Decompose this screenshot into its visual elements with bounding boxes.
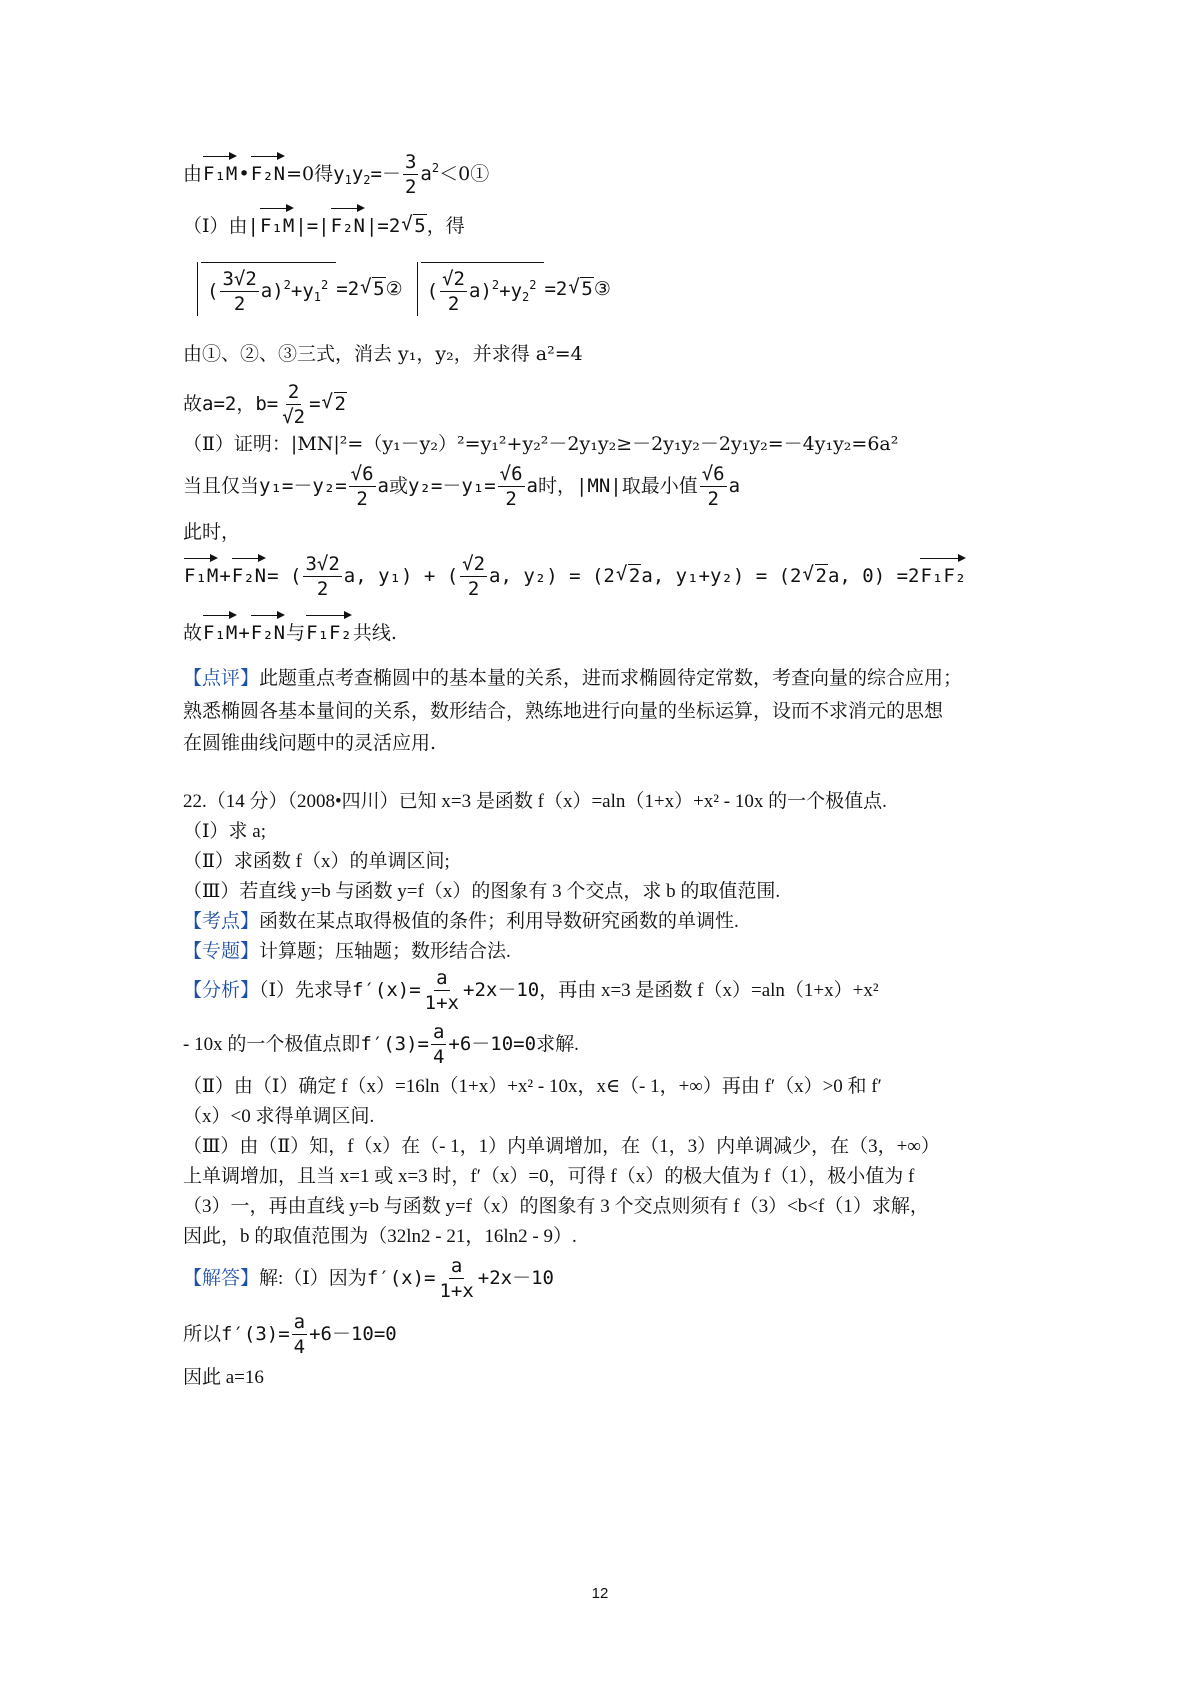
text: 由 [183, 163, 203, 185]
q22-jieda-1: 【解答】解:（Ⅰ）因为f′(x)= $\frac{a}{1+x}$ +2x－10 [183, 1255, 554, 1302]
q22-fenxi-6: 上单调增加，且当 x=1 或 x=3 时，f′（x）=0，可得 f（x）的极大值为 f（1），极小值为 f [183, 1166, 915, 1187]
vector-f1m: F₁M [260, 205, 294, 240]
q22-fenxi-1: 【分析】（Ⅰ）先求导f′(x)= $\frac{a}{1+x}$ +2x－10，再由 x=3 是函数 f（x）=aln（1+x）+x² [183, 967, 879, 1014]
vector-f2n: F₂N [232, 555, 266, 590]
vector-f2n: F₂N [331, 205, 365, 240]
jieda-tag: 【解答】 [183, 1268, 260, 1289]
q22-part-2: （Ⅱ）求函数 f（x）的单调区间; [183, 851, 450, 872]
text: ＜0① [439, 163, 490, 185]
text: a [420, 163, 432, 185]
q22-fenxi-4: （x）<0 求得单调区间. [183, 1106, 375, 1127]
fenxi-tag: 【分析】 [183, 980, 260, 1001]
eq-line-10: 故F₁M+F₂N与F₁F₂共线. [183, 612, 397, 647]
q22-fenxi-2: - 10x 的一个极值点即f′(3)= $\frac{a}{4}$ +6－10=0求解. [183, 1021, 579, 1068]
q22-fenxi-7: （3）一，再由直线 y=b 与函数 y=f（x）的图象有 3 个交点则须有 f（3）<b<f（1）求解， [183, 1196, 929, 1217]
sqrt: √ 5 [401, 212, 426, 240]
text: （Ⅰ）由 [183, 215, 248, 237]
text-line-8: 此时， [183, 521, 241, 543]
big-sqrt-2: ( $\frac{√2}{2}$ $a)^2+y_2^2$ [403, 262, 545, 316]
eq-line-7: 当且仅当y₁=－y₂= $\frac{√6}{2}$ a或y₂=－y₁= $\frac{√6}{2}$ a时，|MN|取最小值 $\frac{√6}{2}$ a [183, 463, 741, 510]
vector-f2n: F₂N [251, 612, 285, 647]
fraction: $\frac{3}{2}$ [404, 151, 417, 198]
q22-zhuanti: 【专题】计算题；压轴题；数形结合法. [183, 941, 511, 962]
text: ，得 [426, 215, 465, 237]
vector-f2n: F₂N [251, 153, 285, 188]
text: =－ [370, 163, 401, 185]
q22-fenxi-3: （Ⅱ）由（Ⅰ）确定 f（x）=16ln（1+x）+x² - 10x，x∈（- 1，+∞）再由 f′（x）>0 和 f′ [183, 1076, 882, 1097]
eq-line-9: F₁M+F₂N= ( $\frac{3√2}{2}$ a, y₁) + ( $\frac{√2}{2}$ a, y₂) = (2√ 2a, y₁+y₂) = (2√ 2a, 0) =2F₁F₂ [183, 552, 967, 601]
vector-f1m: F₁M [203, 153, 237, 188]
q22-jieda-3: 因此 a=16 [183, 1367, 264, 1388]
comment-line-2: 熟悉椭圆各基本量间的关系，数形结合，熟练地进行向量的坐标运算，设而不求消元的思想 [183, 700, 944, 722]
comment-line-3: 在圆锥曲线问题中的灵活应用. [183, 732, 437, 754]
text: =0得 [286, 163, 334, 185]
eq-line-2: （Ⅰ）由|F₁M|=|F₂N|=2√ 5，得 [183, 205, 465, 240]
vector-f1f2: F₁F₂ [306, 612, 352, 647]
q22-part-3: （Ⅲ）若直线 y=b 与函数 y=f（x）的图象有 3 个交点，求 b 的取值范围. [183, 881, 781, 902]
q22-title: 22.（14 分）（2008•四川）已知 x=3 是函数 f（x）=aln（1+x）+x² - 10x 的一个极值点. [183, 791, 887, 812]
comment-line-1: 【点评】此题重点考查椭圆中的基本量的关系，进而求椭圆待定常数，考查向量的综合应用； [183, 667, 963, 689]
eq-line-3: ( $\frac{3√2}{2}$ $a)^2+y_1^2 =2√$ 5② ( $\frac{√2}{2}$ $a)^2+y_2^2 =2√$ 5③ [183, 262, 611, 316]
q22-kaodian: 【考点】函数在某点取得极值的条件；利用导数研究函数的单调性. [183, 911, 739, 932]
eq-line-1: 由F₁M•F₂N=0得$y_1y_2=-$ $\frac{3}{2}$ $a^2<0①$ [183, 151, 490, 198]
kaodian-tag: 【考点】 [183, 911, 260, 932]
comment-tag: 【点评】 [183, 667, 260, 689]
text: y [333, 163, 345, 185]
zhuanti-tag: 【专题】 [183, 941, 260, 962]
big-sqrt-1: ( $\frac{3√2}{2}$ $a)^2+y_1^2$ [183, 262, 336, 316]
vector-f1f2: F₁F₂ [920, 555, 966, 590]
eq-line-5: 故a=2，b= $\frac{2}{√2}$ =√ 2 [183, 380, 347, 429]
page-number: 12 [591, 1585, 609, 1602]
text: y [351, 163, 364, 185]
q22-fenxi-8: 因此，b 的取值范围为（32ln2 - 21，16ln2 - 9）. [183, 1226, 577, 1247]
vector-f1m: F₁M [203, 612, 237, 647]
q22-jieda-2: 所以f′(3)= $\frac{a}{4}$ +6－10=0 [183, 1311, 397, 1358]
vector-f1m: F₁M [184, 555, 218, 590]
q22-fenxi-5: （Ⅲ）由（Ⅱ）知，f（x）在（- 1，1）内单调增加，在（1，3）内单调减少，在（3，+∞） [183, 1136, 940, 1157]
text-line-4: 由①、②、③三式，消去 y₁，y₂，并求得 a²=4 [183, 343, 583, 365]
text-line-6: （Ⅱ）证明：|MN|²=（y₁－y₂）²=y₁²+y₂²－2y₁y₂≥－2y₁y₂－2y₁y₂=－4y₁y₂=6a² [183, 433, 899, 455]
q22-part-1: （Ⅰ）求 a; [183, 821, 266, 842]
